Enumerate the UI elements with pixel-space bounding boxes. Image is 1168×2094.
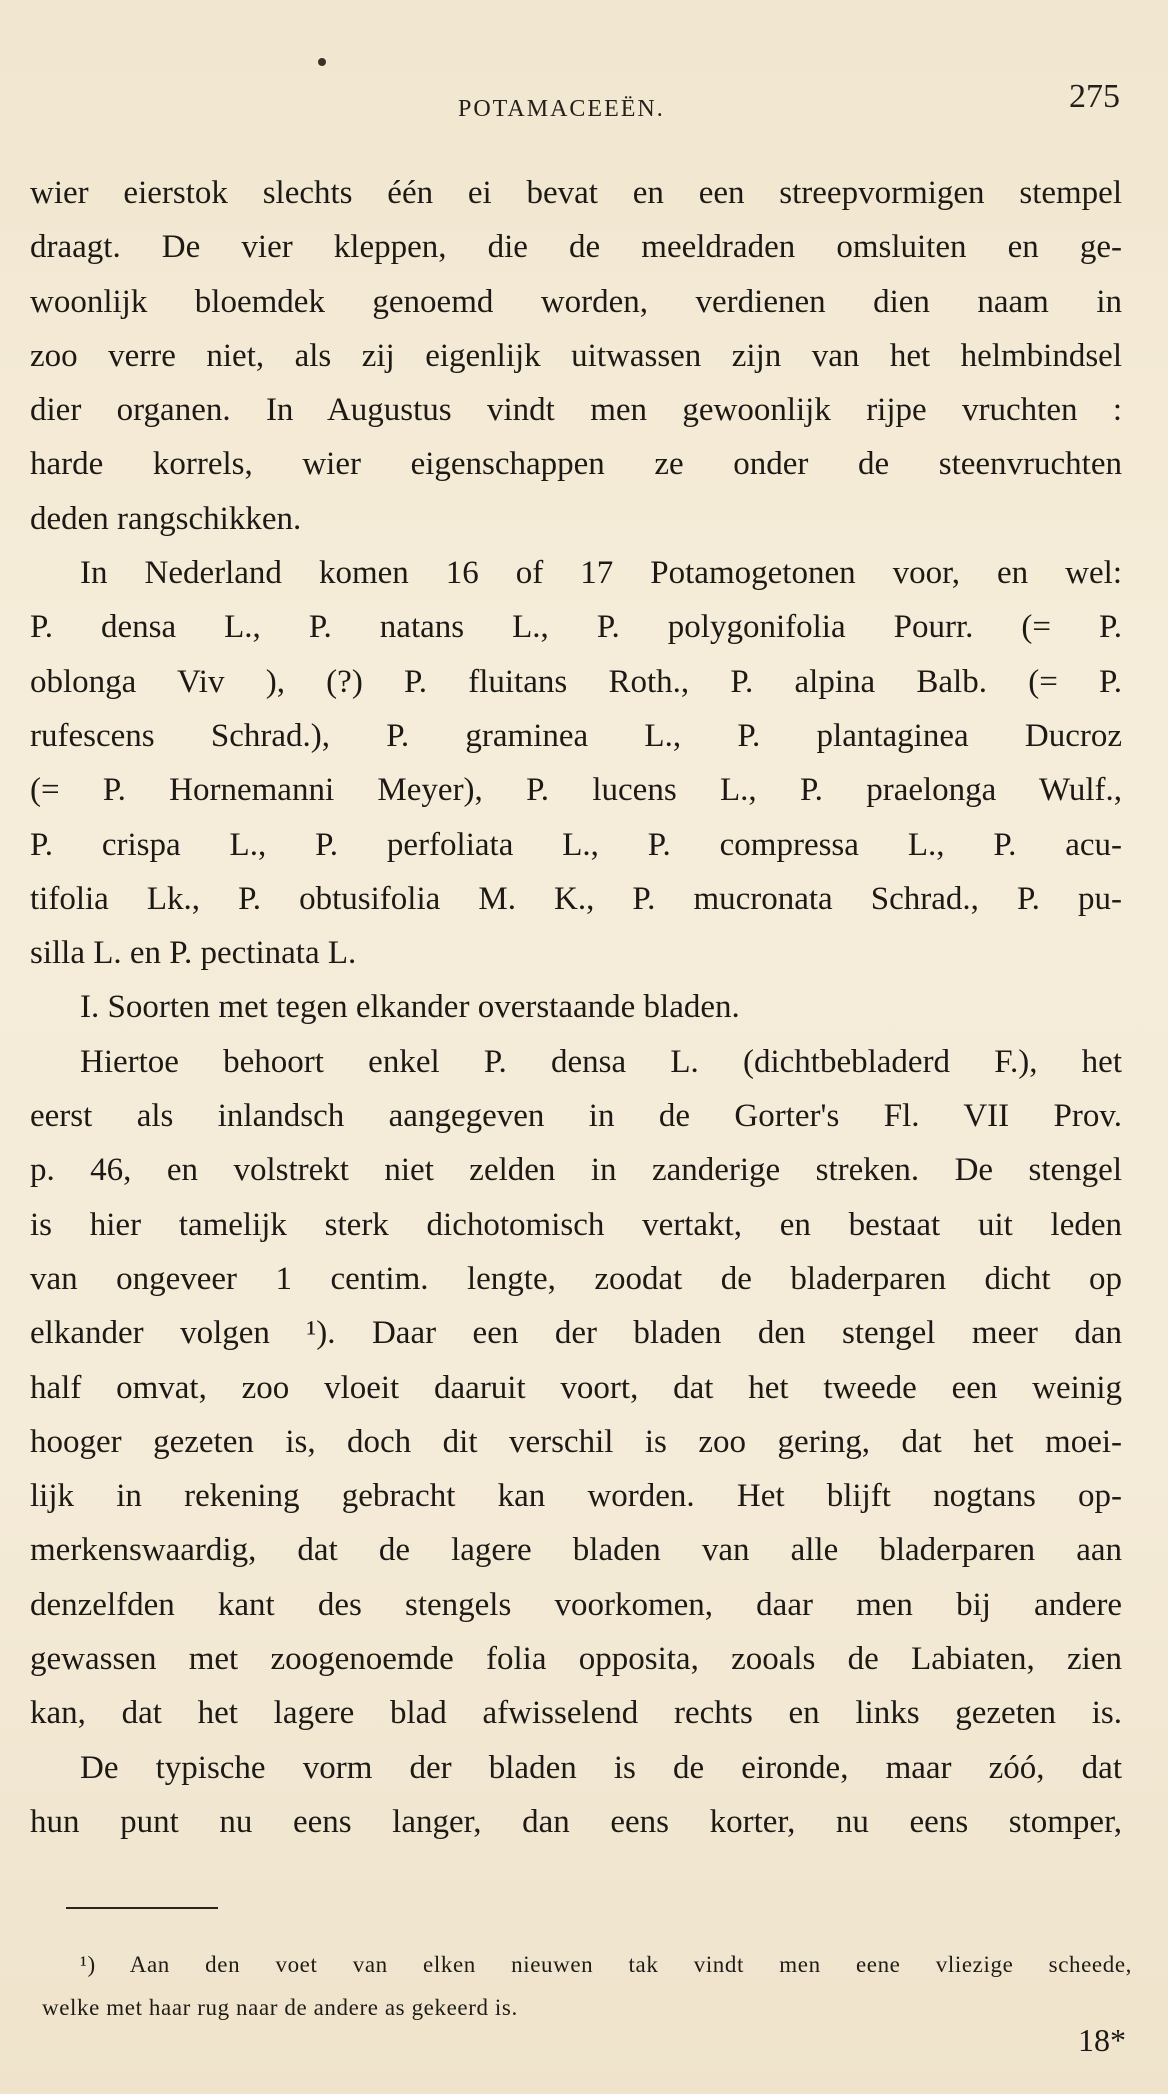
text-line: deden rangschikken. [30, 500, 302, 537]
text-line: (= P. Hornemanni Meyer), P. lucens L., P. praelonga Wulf., [30, 772, 1122, 809]
footnote-separator [66, 1907, 218, 1909]
text-line: hun punt nu eens langer, dan eens korter, nu eens stomper, [30, 1803, 1122, 1840]
text-line: woonlijk bloemdek genoemd worden, verdienen dien naam in [30, 283, 1122, 320]
text-line: draagt. De vier kleppen, die de meeldraden omsluiten en ge- [30, 229, 1122, 266]
text-line: wier eierstok slechts één ei bevat en een streepvormigen stempel [30, 175, 1122, 211]
footnote-line: welke met haar rug naar de andere as gekeerd is. [42, 1995, 518, 2020]
text-line: harde korrels, wier eigenschappen ze onder de steenvruchten [30, 446, 1122, 483]
text-line: p. 46, en volstrekt niet zelden in zanderige streken. De stengel [30, 1152, 1122, 1189]
text-line: gewassen met zoogenoemde folia opposita, zooals de Labiaten, zien [30, 1641, 1122, 1678]
text-line: In Nederland komen 16 of 17 Potamogetonen voor, en wel: [80, 555, 1122, 592]
text-line: half omvat, zoo vloeit daaruit voort, dat het tweede een weinig [30, 1369, 1122, 1406]
text-line: Hiertoe behoort enkel P. densa L. (dichtbebladerd F.), het [80, 1043, 1122, 1080]
print-speck [318, 58, 326, 66]
footnote [42, 1943, 1132, 2029]
page-number: 275 [1069, 78, 1120, 115]
text-line: De typische vorm der bladen is de eironde, maar zóó, dat [80, 1749, 1122, 1786]
text-line: hooger gezeten is, doch dit verschil is zoo gering, dat het moei- [30, 1423, 1122, 1460]
text-line: denzelfden kant des stengels voorkomen, daar men bij andere [30, 1586, 1122, 1623]
text-line: lijk in rekening gebracht kan worden. Het blijft nogtans op- [30, 1478, 1122, 1515]
text-line: dier organen. In Augustus vindt men gewoonlijk rijpe vruchten : [30, 392, 1122, 429]
text-line: silla L. en P. pectinata L. [30, 935, 357, 972]
text-line: van ongeveer 1 centim. lengte, zoodat de bladerparen dicht op [30, 1260, 1122, 1297]
text-line: kan, dat het lagere blad afwisselend rechts en links gezeten is. [30, 1695, 1122, 1732]
text-line: is hier tamelijk sterk dichotomisch vertakt, en bestaat uit leden [30, 1206, 1122, 1243]
text-line: merkenswaardig, dat de lagere bladen van alle bladerparen aan [30, 1532, 1122, 1569]
footnote-line: ¹) Aan den voet van elken nieuwen tak vindt men eene vliezige scheede, [80, 1952, 1132, 1977]
text-line: tifolia Lk., P. obtusifolia M. K., P. mucronata Schrad., P. pu- [30, 880, 1122, 917]
text-line: P. densa L., P. natans L., P. polygonifolia Pourr. (= P. [30, 609, 1122, 646]
text-line: rufescens Schrad.), P. graminea L., P. plantaginea Ducroz [30, 717, 1122, 754]
text-line: eerst als inlandsch aangegeven in de Gorter's Fl. VII Prov. [30, 1098, 1122, 1135]
running-header-title: POTAMACEEËN. [458, 96, 665, 122]
text-line: elkander volgen ¹). Daar een der bladen den stengel meer dan [30, 1315, 1122, 1352]
text-line: oblonga Viv ), (?) P. fluitans Roth., P. alpina Balb. (= P. [30, 663, 1122, 700]
signature-mark: 18* [1078, 2022, 1126, 2058]
text-line: I. Soorten met tegen elkander overstaande bladen. [80, 989, 740, 1026]
text-line: P. crispa L., P. perfoliata L., P. compressa L., P. acu- [30, 826, 1122, 863]
body-text [30, 166, 1122, 1849]
text-line: zoo verre niet, als zij eigenlijk uitwassen zijn van het helmbindsel [30, 337, 1122, 374]
